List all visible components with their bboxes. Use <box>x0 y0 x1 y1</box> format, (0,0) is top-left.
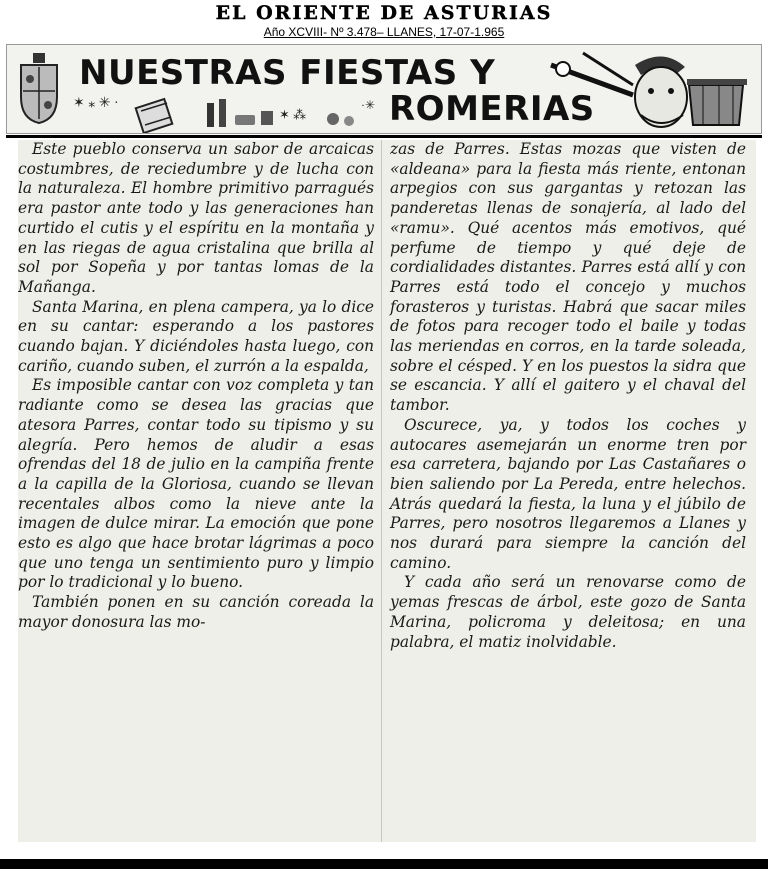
paragraph: Este pueblo conserva un sabor de arcaicas costumbres, de reciedumbre y de lucha con la naturaleza. El hombre primitivo parragués era pastor ante todo y las generaciones han curtido el cutis y el espíritu en la montaña y en las riegas de agua cristalina que brilla al sol por Sopeña y por tantas lomas de la Mañanga. <box>18 140 374 296</box>
coat-of-arms-icon <box>17 53 61 125</box>
paragraph: Oscurece, ya, y todos los coches y autocares asemejarán un enorme tren por esa carretera, bajando por Las Castañares o bien saliendo por La Pereda, entre helechos. Atrás quedará la fiesta, la luna y el júbilo de Parres, pero nosotros llegaremos a Llanes y nos durará para siempre la canción del camino. <box>390 415 746 572</box>
paragraph: Santa Marina, en plena campera, ya lo dice en su cantar: esperando a los pastores cuando bajan. Y diciéndoles hasta luego, con cariño, cuando suben, el zurrón a la espalda, <box>18 297 374 375</box>
banner-bottom-rule <box>6 135 762 138</box>
banner-title-line-2: ROMERIAS <box>389 89 595 129</box>
paragraph: Y cada año será un renovarse como de yemas frescas de árbol, este gozo de Santa Marina, policroma y deleitosa; en una palabra, el matiz inolvidable. <box>390 573 746 651</box>
svg-text:✶ ⁂: ✶ ⁂ <box>279 107 307 122</box>
paragraph: Es imposible cantar con voz completa y tan radiante como se desea las gracias que atesora Parres, contar todo su tipismo y su alegría. Pero hemos de aludir a esas ofrendas del 18 de julio en la campiña frente a la capilla de la Gloriosa, cuando se llevan recentales albos como la nieve ante la imagen de dulce mirar. La emoción que pone esto es algo que hace brotar lágrimas a poco que uno tenga un sentimiento puro y limpio por lo tradicional y lo bueno. <box>18 376 374 592</box>
article-column-right <box>390 140 746 652</box>
paragraph: zas de Parres. Estas mozas que visten de «aldeana» para la fiesta más riente, entonan arpegios con sus gargantas y retozan las panderetas llenas de sonajería, al lado del «ramu». Qué acentos más emotivos, qué perfume de tiempo y qué deje de cordialidades distantes. Parres está allí y con Parres está todo el concejo y muchos forasteros y turistas. Habrá que sacar miles de fotos para recoger todo el baile y todas las meriendas en corros, en la tarde soleada, sobre el césped. Y en los puestos la sidra que se escancia. Y allí el gaitero y el chaval del tambor. <box>390 140 746 415</box>
section-banner <box>6 44 762 134</box>
page-bottom-bar <box>0 859 768 869</box>
article-body <box>18 140 756 842</box>
banner-title-line-1: NUESTRAS FIESTAS Y <box>79 53 496 93</box>
svg-text:✶ ⁎ ✳ ·: ✶ ⁎ ✳ · <box>73 96 119 111</box>
issue-line: Año XCVIII- Nº 3.478– LLANES, 17-07-1.965 <box>263 25 505 39</box>
bagpiper-illustration-icon <box>543 45 762 133</box>
festival-ornaments-icon <box>69 89 389 134</box>
article-column-left <box>18 140 374 633</box>
svg-text:·✳: ·✳ <box>361 98 376 112</box>
newspaper-masthead: EL ORIENTE DE ASTURIAS <box>215 2 553 24</box>
column-divider <box>381 140 382 842</box>
paragraph: También ponen en su canción coreada la mayor donosura las mo- <box>18 593 374 631</box>
